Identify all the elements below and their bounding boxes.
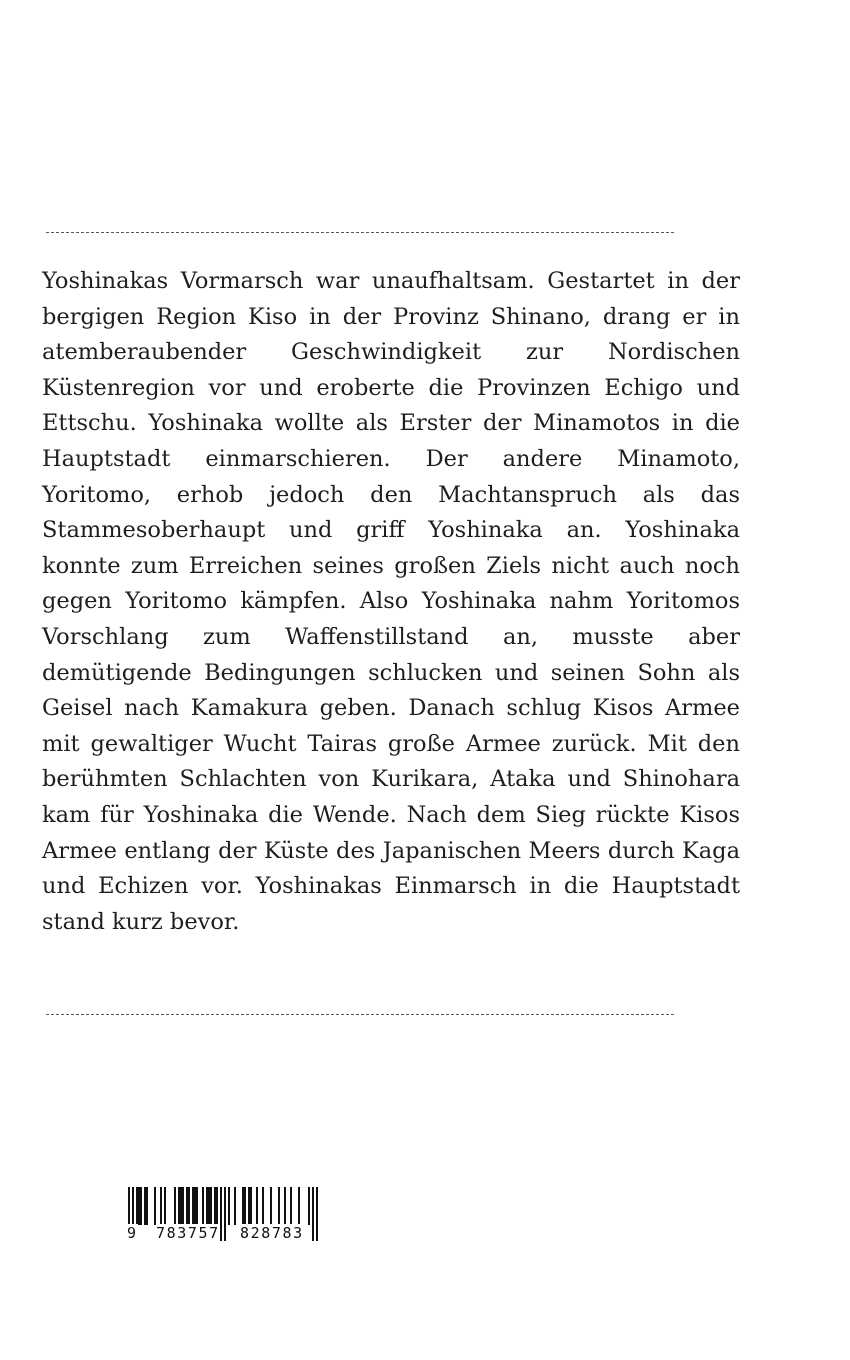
barcode-bar [250,1187,252,1225]
barcode-bar [262,1187,264,1225]
barcode-bar [242,1187,244,1225]
barcode-bar [194,1187,196,1225]
bottom-dashed-divider [46,1014,674,1015]
barcode-bar [160,1187,162,1225]
barcode-bar [284,1187,286,1225]
blurb-text: Yoshinakas Vormarsch war unaufhaltsam. Gestartet in der bergigen Region Kiso in der Provinz Shinano, drang er in atemberaubender Geschwindigkeit zur Nordischen Küstenregion vor und eroberte die Provinzen Echigo und Ettschu. Yoshinaka wollte als Erster der Minamotos in die Hauptstadt einmarschieren. Der andere Minamoto, Yoritomo, erhob jedoch den Machtanspruch als das Stammesoberhaupt und griff Yoshinaka an. Yoshinaka konnte zum Erreichen seines großen Ziels nicht auch noch gegen Yoritomo kämpfen. Also Yoshinaka nahm Yoritomos Vorschlang zum Waffenstillstand an, musste aber demütigende Bedingungen schlucken und seinen Sohn als Geisel nach Kamakura geben. Danach schlug Kisos Armee mit gewaltiger Wucht Tairas große Armee zurück. Mit den berühmten Schlachten von Kurikara, Ataka und Shinohara kam für Yoshinaka die Wende. Nach dem Sieg rückte Kisos Armee entlang der Küste des Japanischen Meers durch Kaga und Echizen vor. Yoshinakas Einmarsch in die Hauptstadt stand kurz bevor. [42,268,740,935]
isbn-right-group: 828783 [240,1224,304,1242]
barcode-bar [164,1187,166,1225]
barcode-bar [308,1187,310,1225]
barcode-guard-bar [224,1187,226,1241]
barcode-bar [248,1187,250,1225]
barcode-bar [136,1187,138,1225]
barcode-bar [178,1187,180,1225]
barcode-bar [216,1187,218,1225]
barcode-guard-bar [220,1187,222,1241]
barcode-bar [174,1187,176,1225]
barcode-bar [290,1187,292,1225]
isbn-lead-digit: 9 [127,1224,138,1242]
barcode-bar [234,1187,236,1225]
barcode-bar [206,1187,208,1225]
barcode-bar [154,1187,156,1225]
barcode-bar [244,1187,246,1225]
barcode-bar [208,1187,210,1225]
barcode-bar [186,1187,188,1225]
barcode-guard-bar [316,1187,318,1241]
barcode-bar [256,1187,258,1225]
barcode-bar [138,1187,140,1225]
barcode-bar [214,1187,216,1225]
barcode-bar [270,1187,272,1225]
barcode-bar [146,1187,148,1225]
barcode-bar [228,1187,230,1225]
barcode-bar [180,1187,182,1225]
barcode-bar [192,1187,194,1225]
barcode-bar [202,1187,204,1225]
barcode-bar [188,1187,190,1225]
barcode-bar [182,1187,184,1225]
isbn-left-group: 783757 [156,1224,220,1242]
barcode-bar [140,1187,142,1225]
barcode-bar [278,1187,280,1225]
barcode-bar [144,1187,146,1225]
barcode-guard-bar [312,1187,314,1241]
barcode-bar [196,1187,198,1225]
top-dashed-divider [46,232,674,233]
barcode-bar [210,1187,212,1225]
barcode-bar [298,1187,300,1225]
